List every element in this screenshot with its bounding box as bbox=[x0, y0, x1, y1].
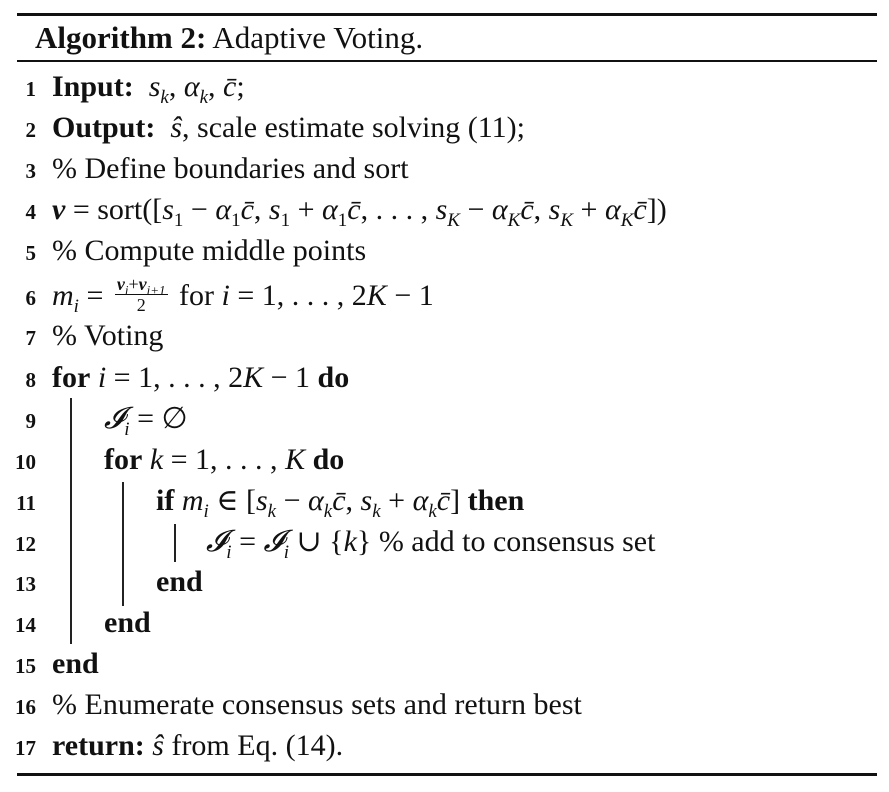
line-number: 17 bbox=[15, 736, 36, 760]
caption-label: Algorithm 2: bbox=[35, 20, 207, 55]
inner-for-block-bar bbox=[122, 482, 124, 606]
for-block-bar bbox=[70, 398, 72, 644]
line-number: 14 bbox=[15, 613, 36, 637]
top-rule bbox=[17, 13, 877, 16]
line-number: 2 bbox=[25, 118, 36, 142]
line-number: 4 bbox=[25, 200, 36, 224]
algorithm-caption bbox=[35, 18, 423, 58]
line-content: for k = 1, . . . , K do bbox=[104, 443, 345, 476]
caption-title: Adaptive Voting. bbox=[212, 20, 424, 55]
keyword-if: if bbox=[156, 484, 175, 517]
line-number: 16 bbox=[15, 695, 36, 719]
line-number: 10 bbox=[15, 450, 36, 474]
keyword-for: for bbox=[52, 361, 91, 394]
keyword-do: do bbox=[317, 361, 350, 394]
keyword-output: Output: bbox=[52, 111, 156, 144]
line-content: $v = sort([s_1$ − $\alpha_1c̄$, $s_1$ + $\alpha_1c̄$, . . . , $s_K$ − $\alpha_Kc̄$, $s_K$ + $\alpha_Kc̄$]) bbox=[52, 193, 667, 231]
line-number: 15 bbox=[15, 654, 36, 678]
line-content: Output: ŝ, scale estimate solving (11); bbox=[52, 111, 526, 144]
bottom-rule bbox=[17, 773, 877, 776]
comment-text: % Define boundaries and sort bbox=[52, 152, 409, 185]
if-block-bar bbox=[174, 524, 176, 562]
keyword-for: for bbox=[104, 443, 143, 476]
line-number: 13 bbox=[15, 572, 36, 596]
line-number: 9 bbox=[25, 409, 36, 433]
line-number: 3 bbox=[25, 159, 36, 183]
line-content: Input: $s_k$, $\alpha_k$, c̄; bbox=[52, 70, 245, 108]
line-content: $m_i$ = $\frac{v_i+v_{i+1}}{2}$ for i = 1, . . . , 2K − 1 bbox=[52, 273, 434, 317]
keyword-end: end bbox=[104, 606, 151, 639]
keyword-end: end bbox=[156, 565, 203, 598]
line-number: 8 bbox=[25, 368, 36, 392]
line-content: 𝓘$_i$ = 𝓘$_i$ ∪ {k} % add to consensus set bbox=[206, 525, 656, 563]
comment-text: % Voting bbox=[52, 319, 164, 352]
line-content: return: ŝ from Eq. (14). bbox=[52, 729, 344, 762]
line-content: 𝓘$_i$ = ∅ bbox=[104, 402, 188, 440]
line-content: if $m_i$ ∈ [$s_k$ − $\alpha_kc̄$, $s_k$ + $\alpha_kc̄$] then bbox=[156, 484, 525, 522]
line-number: 1 bbox=[25, 77, 36, 101]
keyword-input: Input: bbox=[52, 70, 134, 103]
caption-rule bbox=[17, 60, 877, 62]
keyword-then: then bbox=[467, 484, 525, 517]
keyword-return: return: bbox=[52, 729, 145, 762]
keyword-end: end bbox=[52, 647, 99, 680]
line-number: 12 bbox=[15, 532, 36, 556]
fraction: $\frac{v_i+v_{i+1}}{2}$ bbox=[116, 273, 166, 315]
comment-text: % Enumerate consensus sets and return best bbox=[52, 688, 582, 721]
line-content: for i = 1, . . . , 2K − 1 do bbox=[52, 361, 350, 394]
line-number: 7 bbox=[25, 326, 36, 350]
line-number: 11 bbox=[16, 491, 36, 515]
line-number: 6 bbox=[25, 286, 36, 310]
comment-text: % Compute middle points bbox=[52, 234, 367, 267]
line-number: 5 bbox=[25, 241, 36, 265]
keyword-do: do bbox=[312, 443, 345, 476]
